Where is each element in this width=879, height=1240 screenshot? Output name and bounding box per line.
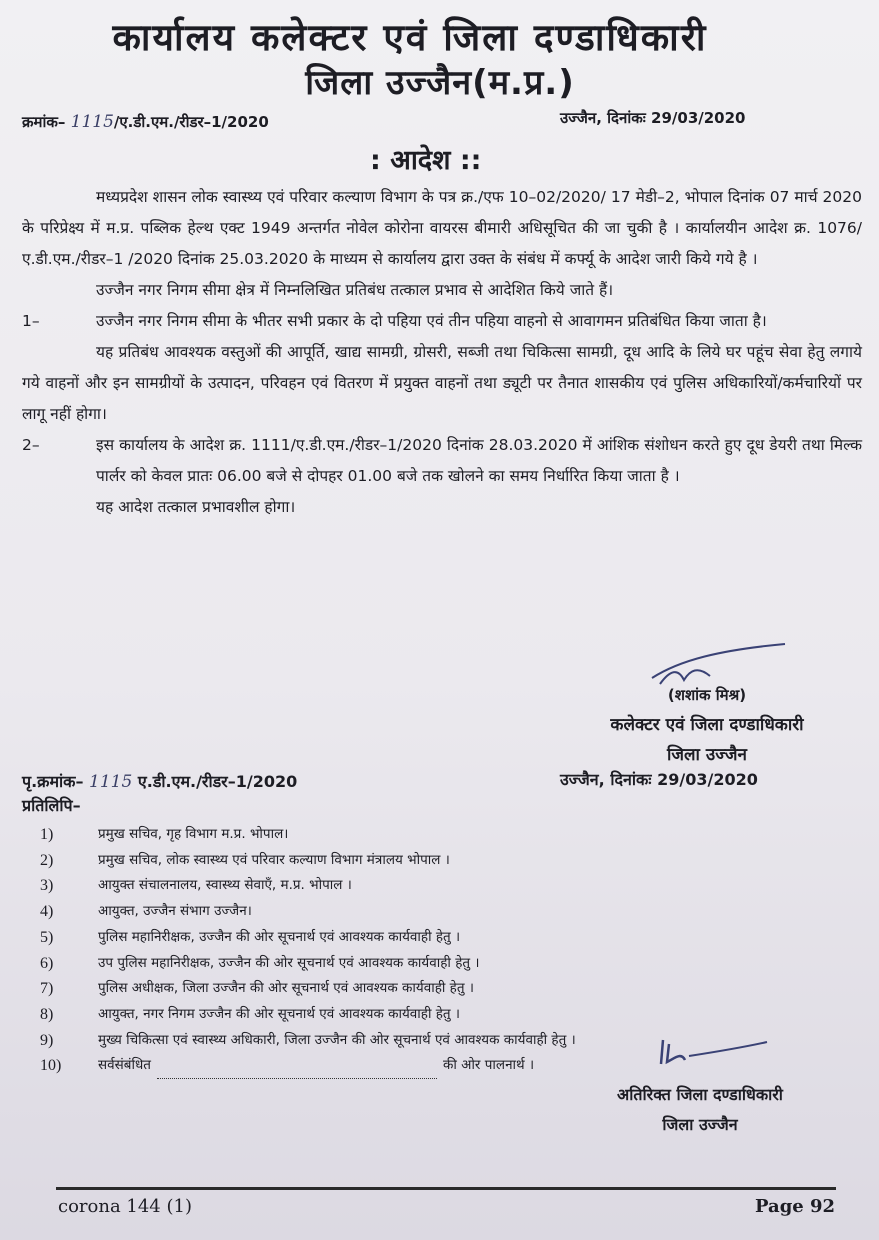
copy-date-value: 29/03/2020 [657,770,758,789]
paragraph-restrictions-intro: उज्जैन नगर निगम सीमा क्षेत्र में निम्नलिखित प्रतिबंध तत्काल प्रभाव से आदेशित किये जाते हैं। [96,281,614,299]
signatory-designation: कलेक्टर एवं जिला दण्डाधिकारी [610,715,804,735]
reference-suffix: /ए.डी.एम./रीडर–1/2020 [113,113,269,131]
paragraph-exemptions: यह प्रतिबंध आवश्यक वस्तुओं की आपूर्ति, खाद्य सामग्री, ग्रोसरी, सब्जी तथा चिकित्सा सामग्री, दूध आदि के लिये घर पहूंच सेवा हेतु लगाये गये वाहनों और इन सामग्रीयों के उत्पादन, परिवहन एवं वितरण में प्रयुक्त वाहनों तथा ड्यूटी पर तैनात शासकीय एवं पुलिस अधिकारियों/कर्मचारियों पर लागू नहीं होगा। [22,343,862,423]
item-number: 2) [40,851,54,869]
copy-reference-suffix: ए.डी.एम./रीडर–1/2020 [137,772,298,791]
order-reference [22,112,269,132]
item-text: उज्जैन नगर निगम सीमा के भीतर सभी प्रकार के दो पहिया एवं तीन पहिया वाहनो से आवागमन प्रतिबंधित किया जाता है। [96,312,767,330]
copy-reference [22,770,297,792]
list-item [40,1002,840,1028]
list-item [40,822,840,848]
item-number: 6) [40,954,54,972]
list-item [40,873,840,899]
item-text: आयुक्त संचालनालय, स्वास्थ्य सेवाएँ, म.प्र. भोपाल । [98,877,352,894]
list-item [40,976,840,1002]
item-number: 3) [40,877,54,895]
item-number: 9) [40,1031,54,1049]
item-text: आयुक्त, उज्जैन संभाग उज्जैन। [98,903,252,920]
paragraph-effective: यह आदेश तत्काल प्रभावशील होगा। [96,498,296,516]
item-text: उप पुलिस महानिरीक्षक, उज्जैन की ओर सूचनार्थ एवं आवश्यक कार्यवाही हेतु । [98,954,480,971]
item-number: 4) [40,903,54,921]
footer-page-number: Page 92 [755,1196,836,1217]
copy-date [560,768,758,790]
item-number: 5) [40,928,54,946]
district-heading: जिला उज्जैन(म.प्र.) [305,63,575,103]
reference-prefix: क्रमांक– [22,113,66,131]
list-item [40,899,840,925]
office-heading: कार्यालय कलेक्टर एवं जिला दण्डाधिकारी [112,16,708,59]
handwritten-copy-number: 1115 [89,772,133,792]
item-text: प्रमुख सचिव, गृह विभाग म.प्र. भोपाल। [98,826,289,842]
item-text: पुलिस अधीक्षक, जिला उज्जैन की ओर सूचनार्थ एवं आवश्यक कार्यवाही हेतु । [98,980,474,997]
copy-to-label: प्रतिलिपि– [22,796,81,815]
item-text: इस कार्यालय के आदेश क्र. 1111/ए.डी.एम./रीडर–1/2020 दिनांक 28.03.2020 में आंशिक संशोधन करते हुए दूध डेयरी तथा मिल्क पार्लर को केवल प्रातः 06.00 बजे से दोपहर 01.00 बजे तक खोलने का समय निर्धारित किया जाता है । [96,436,862,485]
copy-date-label: उज्जैन, दिनांकः [560,770,652,789]
list-item [40,925,840,951]
handwritten-reference-number: 1115 [70,112,114,132]
item-text: सर्वसंबंधित [98,1057,151,1074]
item-text: आयुक्त, नगर निगम उज्जैन की ओर सूचनार्थ एवं आवश्यक कार्यवाही हेतु । [98,1005,461,1022]
item-number: 7) [40,980,54,998]
item-text: की ओर पालनार्थ । [442,1057,535,1074]
item-number: 10) [40,1057,62,1075]
order-body [22,182,862,523]
order-date [560,108,745,128]
item-number: 8) [40,1005,54,1023]
restriction-item-2 [22,430,862,492]
item-text: पुलिस महानिरीक्षक, उज्जैन की ओर सूचनार्थ एवं आवश्यक कार्यवाही हेतु । [98,928,461,945]
footer-document-name: corona 144 (1) [58,1196,192,1217]
adm-signature-block [560,1080,840,1140]
paragraph-background: मध्यप्रदेश शासन लोक स्वास्थ्य एवं परिवार कल्याण विभाग के पत्र क्र./एफ 10–02/2020/ 17 मेडी–2, भोपाल दिनांक 07 मार्च 2020 के परिप्रेक्ष्य में म.प्र. पब्लिक हेल्थ एक्ट 1949 अन्तर्गत नोवेल कोरोना वायरस बीमारी अधिसूचित की जा चुकी है । कार्यालयीन आदेश क्र. 1076/ए.डी.एम./रीडर–1 /2020 दिनांक 25.03.2020 के माध्यम से कार्यालय द्वारा उक्त के संबंध में कर्फ्यू के आदेश जारी किये गये है । [22,188,862,268]
restriction-item-1 [22,306,862,337]
list-item [40,951,840,977]
order-title: : आदेश :: [370,145,482,176]
item-text: प्रमुख सचिव, लोक स्वास्थ्य एवं परिवार कल्याण विभाग मंत्रालय भोपाल । [98,851,450,868]
blank-dotted-line [157,1053,437,1079]
adm-designation: अतिरिक्त जिला दण्डाधिकारी [617,1085,783,1104]
item-number: 1) [40,826,54,843]
item-text: मुख्य चिकित्सा एवं स्वास्थ्य अधिकारी, जिला उज्जैन की ओर सूचनार्थ एवं आवश्यक कार्यवाही हेतु । [98,1031,576,1048]
collector-signature-block [562,680,852,770]
adm-initials [655,1030,775,1070]
copy-reference-prefix: पृ.क्रमांक– [22,772,84,791]
adm-district: जिला उज्जैन [662,1115,738,1134]
date-label: उज्जैन, दिनांकः [560,109,646,127]
list-item [40,848,840,874]
footer-divider [56,1187,836,1190]
item-number: 1– [22,312,40,330]
signatory-name: (शशांक मिश्र) [667,686,747,704]
signatory-district: जिला उज्जैन [667,745,747,765]
item-number: 2– [22,436,40,454]
date-value: 29/03/2020 [651,109,746,127]
